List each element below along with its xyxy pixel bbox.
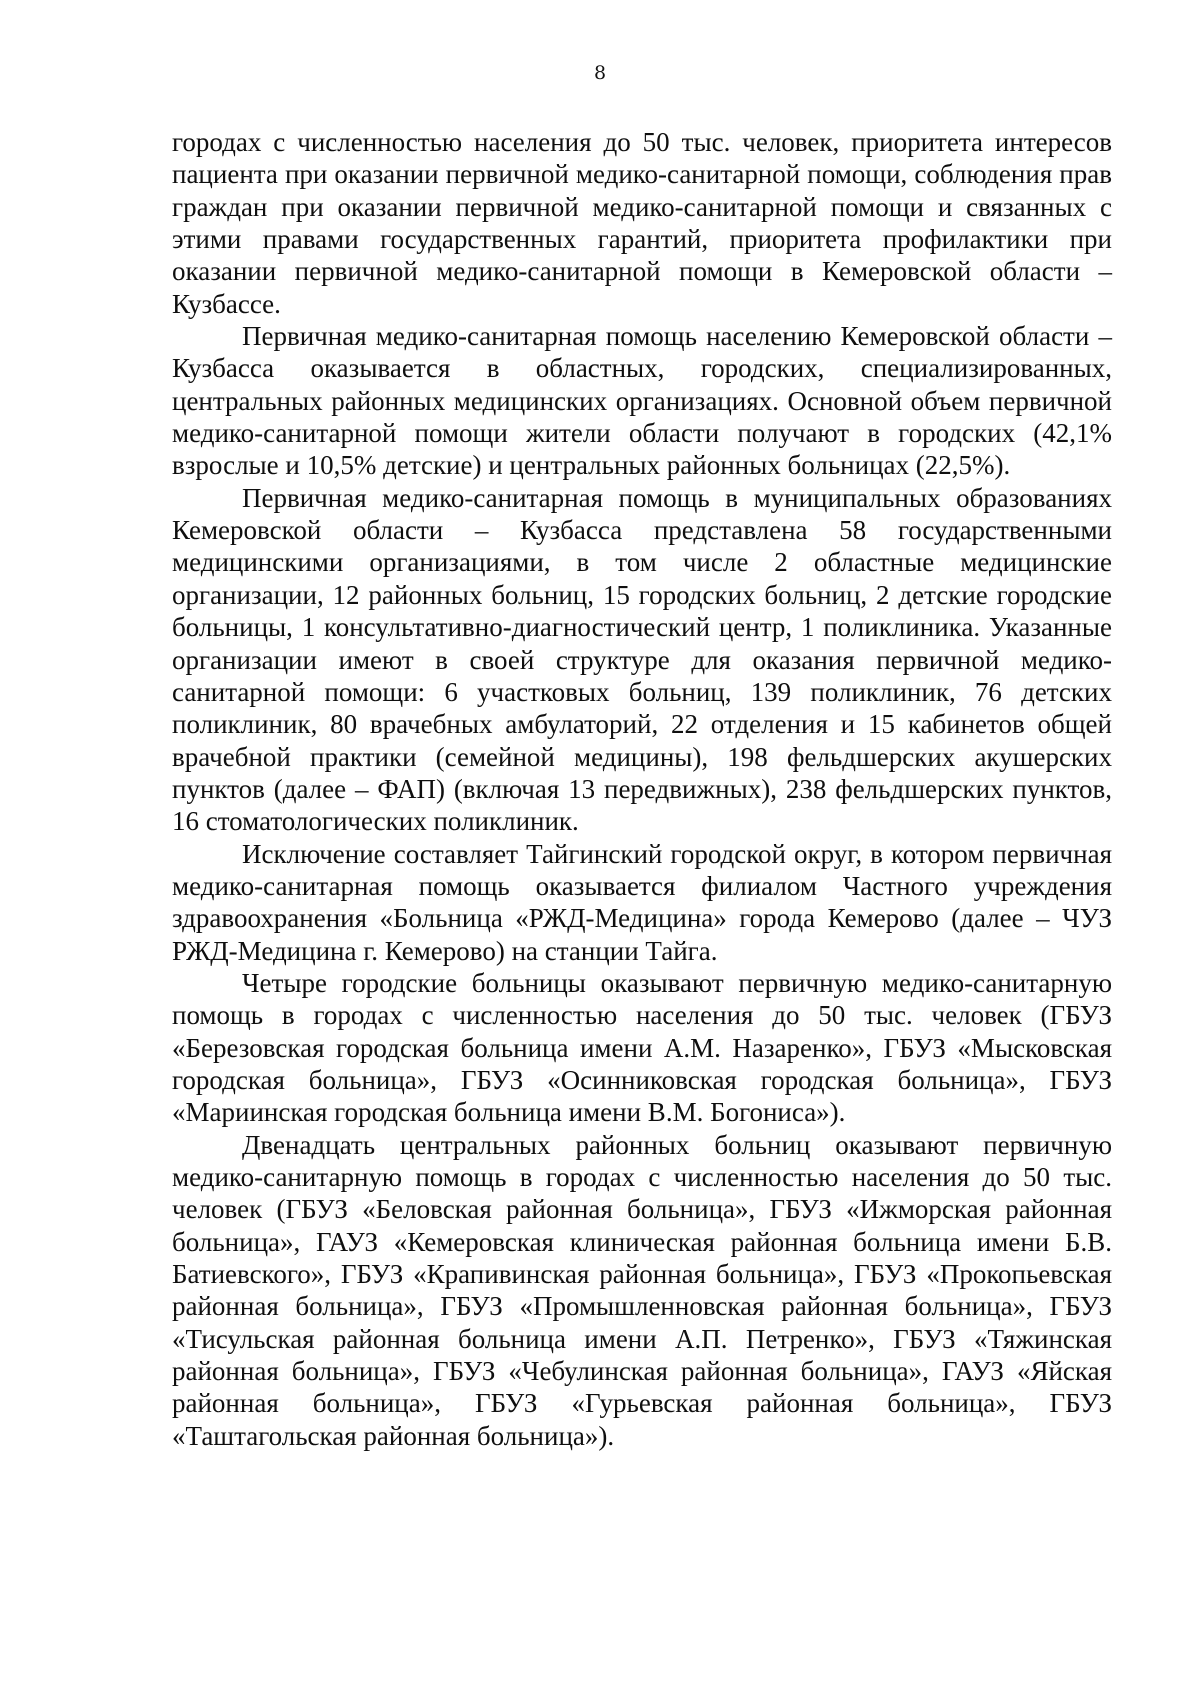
paragraph-primary-care-overview: Первичная медико-санитарная помощь населению Кемеровской области – Кузбасса оказывается в областных, городских, специализированных, центральных районных медицинских организациях. Основной объем первичной медико-санитарной помощи жители области получают в городских (42,1% взрослые и 10,5% детские) и центральных районных больницах (22,5%). (172, 321, 1112, 481)
paragraph-continuation: городах с численностью населения до 50 тыс. человек, приоритета интересов пациента при оказании первичной медико-санитарной помощи, соблюдения прав граждан при оказании первичной медико-санитарной помощи и связанных с этими правами государственных гарантий, приоритета профилактики при оказании первичной медико-санитарной помощи в Кемеровской области – Кузбассе. (172, 127, 1112, 319)
paragraph-city-hospitals: Четыре городские больницы оказывают первичную медико-санитарную помощь в городах с численностью населения до 50 тыс. человек (ГБУЗ «Березовская городская больница имени А.М. Назаренко», ГБУЗ «Мысковская городская больница», ГБУЗ «Осинниковская городская больница», ГБУЗ «Мариинская городская больница имени В.М. Богониса»). (172, 967, 1112, 1128)
page-number: 8 (593, 62, 607, 84)
paragraph-district-hospitals: Двенадцать центральных районных больниц оказывают первичную медико-санитарную помощь в городах с численностью населения до 50 тыс. человек (ГБУЗ «Беловская районная больница», ГБУЗ «Ижморская районная больница», ГАУЗ «Кемеровская клиническая районная больница имени Б.В. Батиевского», ГБУЗ «Крапивинская районная больница», ГБУЗ «Прокопьевская районная больница», ГБУЗ «Промышленновская районная больница», ГБУЗ «Тисульская районная больница имени А.П. Петренко», ГБУЗ «Тяжинская районная больница», ГБУЗ «Чебулинская районная больница», ГАУЗ «Яйская районная больница», ГБУЗ «Гурьевская районная больница», ГБУЗ «Таштагольская районная больница»). (172, 1129, 1112, 1451)
paragraph-medical-organizations: Первичная медико-санитарная помощь в муниципальных образованиях Кемеровской области – Кузбасса представлена 58 государственными медицинскими организациями, в том числе 2 областные медицинские организации, 12 районных больниц, 15 городских больниц, 2 детские городские больницы, 1 консультативно-диагностический центр, 1 поликлиника. Указанные организации имеют в своей структуре для оказания первичной медико-санитарной помощи: 6 участковых больниц, 139 поликлиник, 76 детских поликлиник, 80 врачебных амбулаторий, 22 отделения и 15 кабинетов общей врачебной практики (семейной медицины), 198 фельдшерских акушерских пунктов (далее – ФАП) (включая 13 передвижных), 238 фельдшерских пунктов, 16 стоматологических поликлиник. (172, 482, 1112, 837)
document-body (172, 126, 1112, 1452)
paragraph-taiga-exception: Исключение составляет Тайгинский городской округ, в котором первичная медико-санитарная помощь оказывается филиалом Частного учреждения здравоохранения «Больница «РЖД-Медицина» города Кемерово (далее – ЧУЗ РЖД-Медицина г. Кемерово) на станции Тайга. (172, 838, 1112, 966)
